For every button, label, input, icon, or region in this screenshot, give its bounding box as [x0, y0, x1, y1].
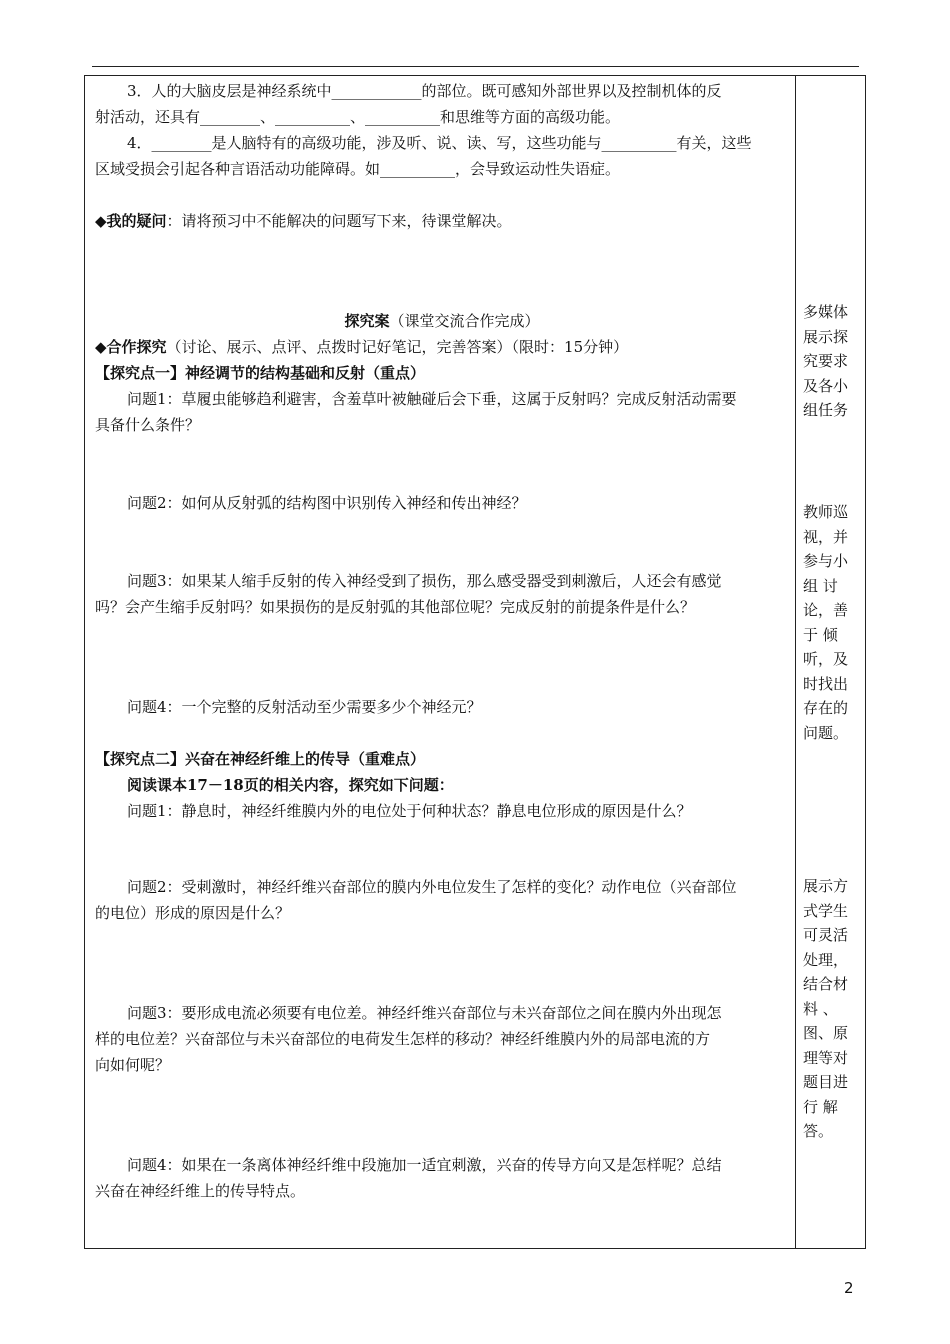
side-note-line: 答。 — [803, 1122, 834, 1140]
question-3-line2: 射活动，还具有________、__________、__________和思维等方面的高级功能。 — [95, 108, 621, 126]
side-note-line: 论，善 — [803, 601, 849, 619]
side-note-line: 及各小 — [803, 376, 849, 395]
side-note-line: 问题。 — [803, 723, 849, 742]
side-note-line: 题目进 — [803, 1073, 849, 1091]
coop-label: ◆合作探究 — [95, 338, 167, 356]
side-note-line: 理等对 — [803, 1048, 849, 1067]
p1-question-1-line2: 具备什么条件？ — [95, 416, 201, 434]
p2-question-2-line1: 问题2：受刺激时，神经纤维兴奋部位的膜内外电位发生了怎样的变化？动作电位（兴奋部位 — [127, 878, 737, 896]
section-title: 探究案 — [344, 312, 390, 330]
p2-question-4-line1: 问题4：如果在一条离体神经纤维中段施加一适宜刺激，兴奋的传导方向又是怎样呢？总结 — [127, 1156, 722, 1174]
question-3-line1: 3．人的大脑皮层是神经系统中____________的部位。既可感知外部世界以及控制机体的反 — [127, 82, 722, 100]
column-divider — [795, 75, 796, 1249]
side-note-line: 处理， — [803, 950, 849, 969]
side-note-line: 可灵活 — [803, 926, 849, 944]
side-note-line: 参与小 — [803, 552, 849, 570]
my-doubt — [95, 208, 789, 234]
side-note-line: 听，及 — [803, 650, 849, 668]
p2-question-3-line2: 样的电位差？兴奋部位与未兴奋部位的电荷发生怎样的移动？神经纤维膜内外的局部电流的方 — [95, 1030, 711, 1048]
p1-question-4: 问题4：一个完整的反射活动至少需要多少个神经元？ — [127, 698, 482, 716]
p1-question-1-line1: 问题1：草履虫能够趋利避害，含羞草叶被触碰后会下垂，这属于反射吗？完成反射活动需要 — [127, 390, 737, 408]
side-note-line: 图、原 — [803, 1024, 849, 1042]
side-note-teacher — [803, 500, 857, 745]
side-note-line: 展示方 — [803, 877, 849, 895]
reading-instruction: 阅读课本17－18页的相关内容，探究如下问题： — [127, 776, 454, 794]
header-rule — [92, 66, 859, 67]
p1-question-2: 问题2：如何从反射弧的结构图中识别传入神经和传出神经？ — [127, 494, 527, 512]
doubt-text: ：请将预习中不能解决的问题写下来，待课堂解决。 — [166, 212, 512, 230]
side-note-line: 展示探 — [803, 327, 849, 346]
coop-text: （讨论、展示、点评、点拨时记好笔记，完善答案）（限时：15分钟） — [166, 338, 629, 356]
question-4-line2: 区域受损会引起各种言语活动功能障碍。如__________，会导致运动性失语症。 — [95, 160, 621, 178]
main-column — [95, 78, 789, 1204]
side-note-line: 行 解 — [803, 1097, 838, 1116]
side-note-line: 视，并 — [803, 527, 849, 546]
side-note-line: 究要求 — [803, 352, 849, 370]
side-note-line: 料 、 — [803, 999, 838, 1018]
side-note-line: 于 倾 — [803, 625, 838, 644]
p2-question-2-line2: 的电位）形成的原因是什么？ — [95, 904, 291, 922]
doubt-label: ◆我的疑问 — [95, 212, 167, 230]
p2-question-3-line3: 向如何呢？ — [95, 1056, 171, 1074]
side-note-line: 组 讨 — [803, 576, 838, 595]
cooperation-line — [95, 334, 789, 360]
point-1-heading: 【探究点一】神经调节的结构基础和反射（重点） — [95, 364, 426, 382]
side-note-line: 教师巡 — [803, 503, 849, 521]
side-note-line: 组任务 — [803, 401, 849, 419]
side-note-line: 式学生 — [803, 901, 849, 920]
side-note-line: 多媒体 — [803, 303, 849, 321]
side-note-line: 存在的 — [803, 699, 849, 717]
point-2-heading: 【探究点二】兴奋在神经纤维上的传导（重难点） — [95, 750, 426, 768]
section-subtitle: （课堂交流合作完成） — [389, 312, 540, 330]
p1-question-3-line2: 吗？会产生缩手反射吗？如果损伤的是反射弧的其他部位呢？完成反射的前提条件是什么？ — [95, 598, 696, 616]
p1-question-3-line1: 问题3：如果某人缩手反射的传入神经受到了损伤，那么感受器受到刺激后，人还会有感觉 — [127, 572, 722, 590]
side-note-line: 时找出 — [803, 674, 849, 693]
p2-question-1: 问题1：静息时，神经纤维膜内外的电位处于何种状态？静息电位形成的原因是什么？ — [127, 802, 692, 820]
section-heading — [95, 308, 789, 334]
side-note-line: 结合材 — [803, 975, 849, 993]
p2-question-3-line1: 问题3：要形成电流必须要有电位差。神经纤维兴奋部位与未兴奋部位之间在膜内外出现怎 — [127, 1004, 722, 1022]
question-4-line1: 4．________是人脑特有的高级功能，涉及听、说、读、写，这些功能与__________有关，这些 — [127, 134, 752, 152]
page-number: 2 — [844, 1279, 854, 1297]
p2-question-4-line2: 兴奋在神经纤维上的传导特点。 — [95, 1182, 306, 1200]
side-note-media — [803, 300, 857, 423]
side-note-display — [803, 874, 857, 1144]
